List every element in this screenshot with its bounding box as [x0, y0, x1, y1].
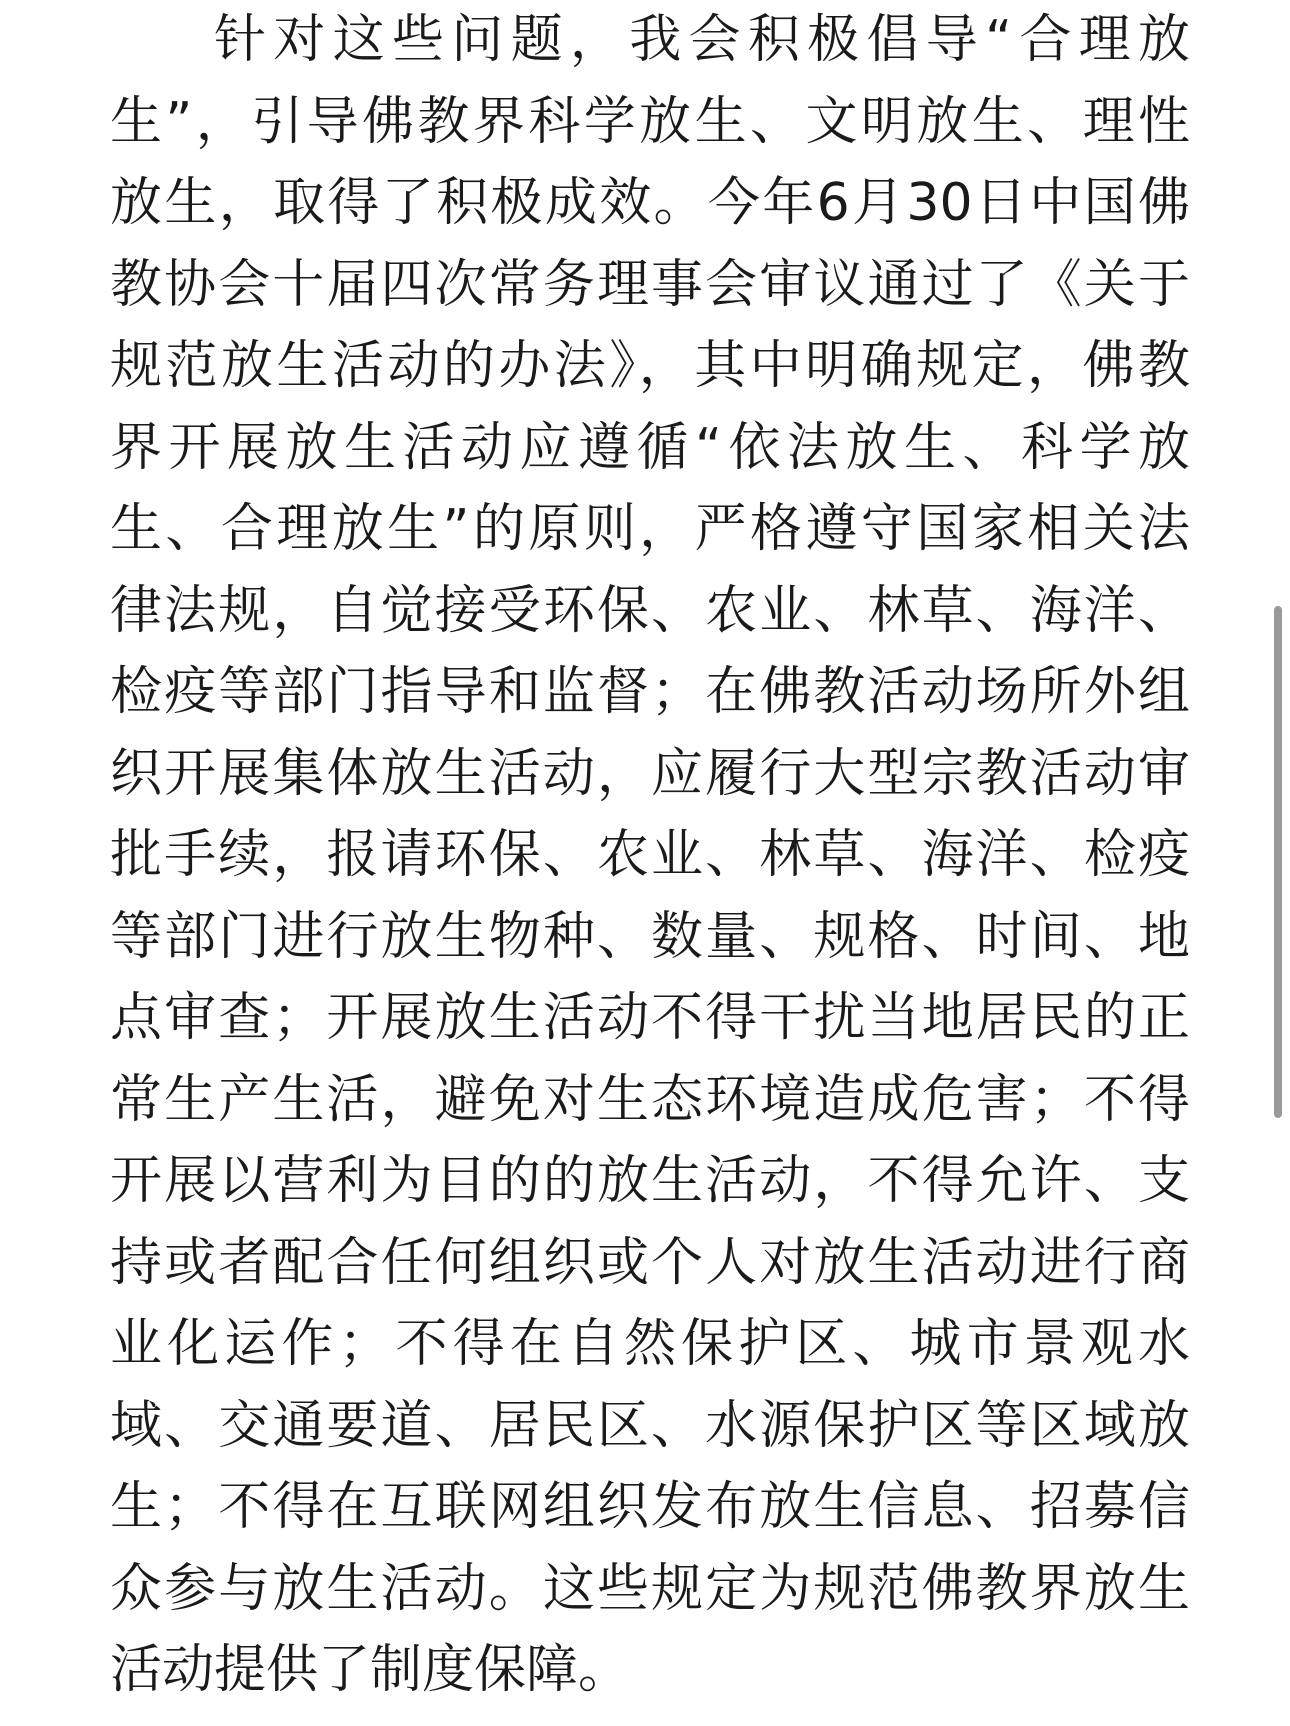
paragraph-line: 持或者配合任何组织或个人对放生活动进行商 [110, 1232, 1190, 1293]
paragraph-line: 生”，引导佛教界科学放生、文明放生、理性 [110, 91, 1190, 152]
paragraph-line: 等部门进行放生物种、数量、规格、时间、地 [110, 906, 1190, 967]
paragraph-line: 域、交通要道、居民区、水源保护区等区域放 [110, 1395, 1190, 1456]
paragraph-line: 常生产生活，避免对生态环境造成危害；不得 [110, 1069, 1190, 1130]
paragraph-line: 生；不得在互联网组织发布放生信息、招募信 [110, 1477, 1190, 1537]
paragraph-line: 活动提供了制度保障。 [110, 1640, 631, 1700]
paragraph-line: 批手续，报请环保、农业、林草、海洋、检疫 [110, 825, 1190, 885]
paragraph-line: 界开展放生活动应遵循“依法放生、科学放 [110, 417, 1190, 478]
paragraph-line: 生、合理放生”的原则，严格遵守国家相关法 [110, 499, 1190, 559]
paragraph-line: 针对这些问题，我会积极倡导“合理放 [214, 10, 1190, 70]
paragraph-line: 开展以营利为目的的放生活动，不得允许、支 [110, 1151, 1190, 1211]
paragraph-line: 教协会十届四次常务理事会审议通过了《关于 [110, 254, 1190, 315]
paragraph-line: 检疫等部门指导和监督；在佛教活动场所外组 [110, 662, 1190, 722]
paragraph-line: 规范放生活动的办法》，其中明确规定，佛教 [110, 336, 1190, 396]
paragraph-line: 业化运作；不得在自然保护区、城市景观水 [110, 1314, 1190, 1374]
paragraph-line: 放生，取得了积极成效。今年6月30日中国佛 [110, 173, 1190, 233]
article-paragraph [110, 0, 1190, 1712]
paragraph-line: 律法规，自觉接受环保、农业、林草、海洋、 [110, 580, 1190, 641]
paragraph-line: 点审查；开展放生活动不得干扰当地居民的正 [110, 988, 1190, 1048]
scrollbar-thumb[interactable] [1274, 606, 1282, 1118]
paragraph-line: 织开展集体放生活动，应履行大型宗教活动审 [110, 743, 1190, 804]
paragraph-line: 众参与放生活动。这些规定为规范佛教界放生 [110, 1558, 1190, 1619]
vertical-scrollbar[interactable] [1274, 0, 1290, 1726]
